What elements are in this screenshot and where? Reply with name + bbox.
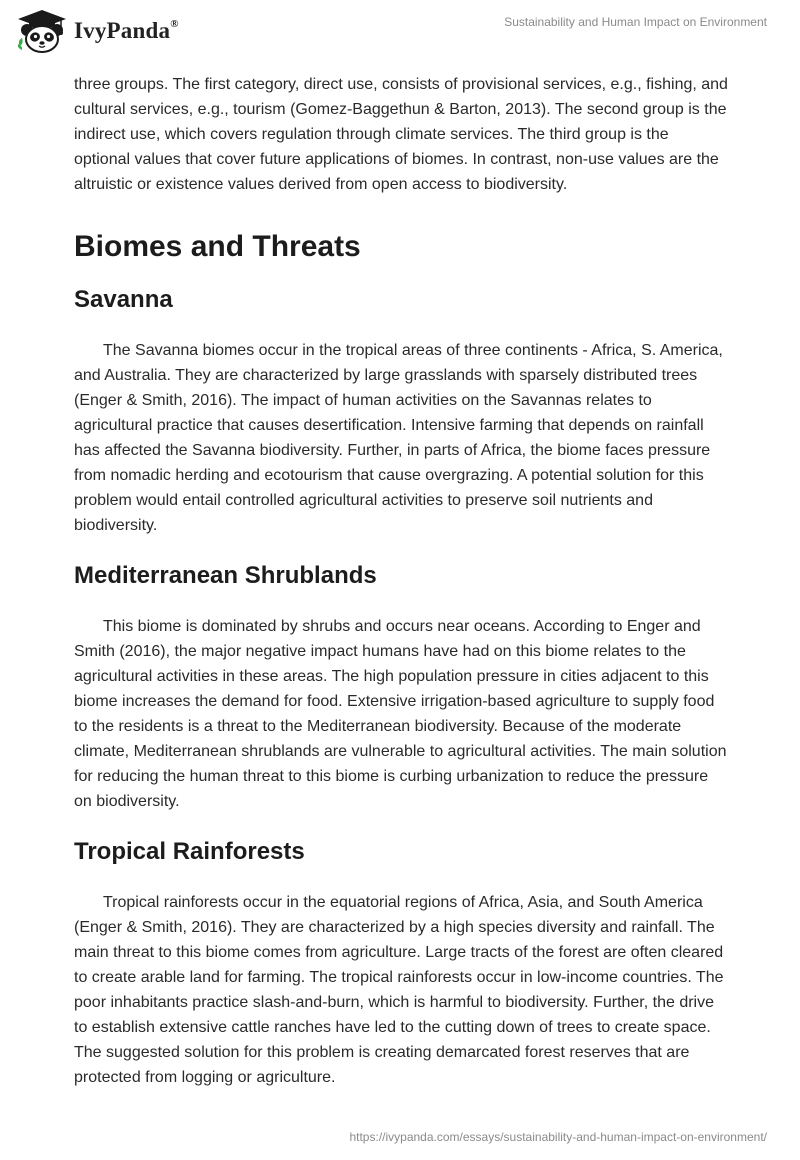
brand-name: IvyPanda® <box>74 18 179 43</box>
source-url-link[interactable]: https://ivypanda.com/essays/sustainability-and-human-impact-on-environment/ <box>349 1130 767 1144</box>
subheading-tropical-rainforests: Tropical Rainforests <box>74 838 305 865</box>
section-heading-biomes-and-threats: Biomes and Threats <box>74 230 361 263</box>
page-header <box>0 0 800 70</box>
savanna-paragraph: The Savanna biomes occur in the tropical areas of three continents - Africa, S. America, and Australia. They are characterized by large grasslands with sparsely distributed trees (Enger & Smith, 2016). The impact of human activities on the Savannas relates to agricultural practice that causes desertification. Intensive farming that depends on rainfall has affected the Savanna biodiversity. Further, in parts of Africa, the biome faces pressure from nomadic herding and ecotourism that cause overgrazing. A potential solution for this problem would entail controlled agricultural activities to preserve soil nutrients and biodiversity. <box>74 342 723 534</box>
panda-graduate-icon <box>14 8 70 54</box>
intro-paragraph: three groups. The first category, direct use, consists of provisional services, e.g., fishing, and cultural services, e.g., tourism (Gomez-Baggethun & Barton, 2013). The second group is the indirect use, which covers regulation through climate services. The third group is the optional values that cover future applications of biomes. In contrast, non-use values are the altruistic or existence values derived from open access to biodiversity. <box>74 76 728 193</box>
rainforests-paragraph: Tropical rainforests occur in the equatorial regions of Africa, Asia, and South America (Enger & Smith, 2016). They are characterized by a high species diversity and rainfall. The main threat to this biome comes from agriculture. Large tracts of the forest are often cleared to create arable land for farming. The tropical rainforests occur in low-income countries. The poor inhabitants practice slash-and-burn, which is harmful to biodiversity. Further, the drive to establish extensive cattle ranches have led to the cutting down of trees to create space. The suggested solution for this problem is creating demarcated forest reserves that are protected from logging or agriculture. <box>74 894 724 1086</box>
subheading-savanna: Savanna <box>74 286 173 313</box>
document-title: Sustainability and Human Impact on Environment <box>504 15 767 29</box>
essay-content <box>74 72 728 1090</box>
ivypanda-logo[interactable] <box>14 6 179 56</box>
mediterranean-paragraph: This biome is dominated by shrubs and occurs near oceans. According to Enger and Smith (2016), the major negative impact humans have had on this biome relates to the agricultural activities in these areas. The high population pressure in cities adjacent to this biome increases the demand for food. Extensive irrigation-based agriculture to supply food to the residents is a threat to the Mediterranean biodiversity. Because of the moderate climate, Mediterranean shrublands are vulnerable to agricultural activities. The main solution for reducing the human threat to this biome is curbing urbanization to reduce the pressure on biodiversity. <box>74 618 727 810</box>
subheading-mediterranean-shrublands: Mediterranean Shrublands <box>74 562 377 589</box>
